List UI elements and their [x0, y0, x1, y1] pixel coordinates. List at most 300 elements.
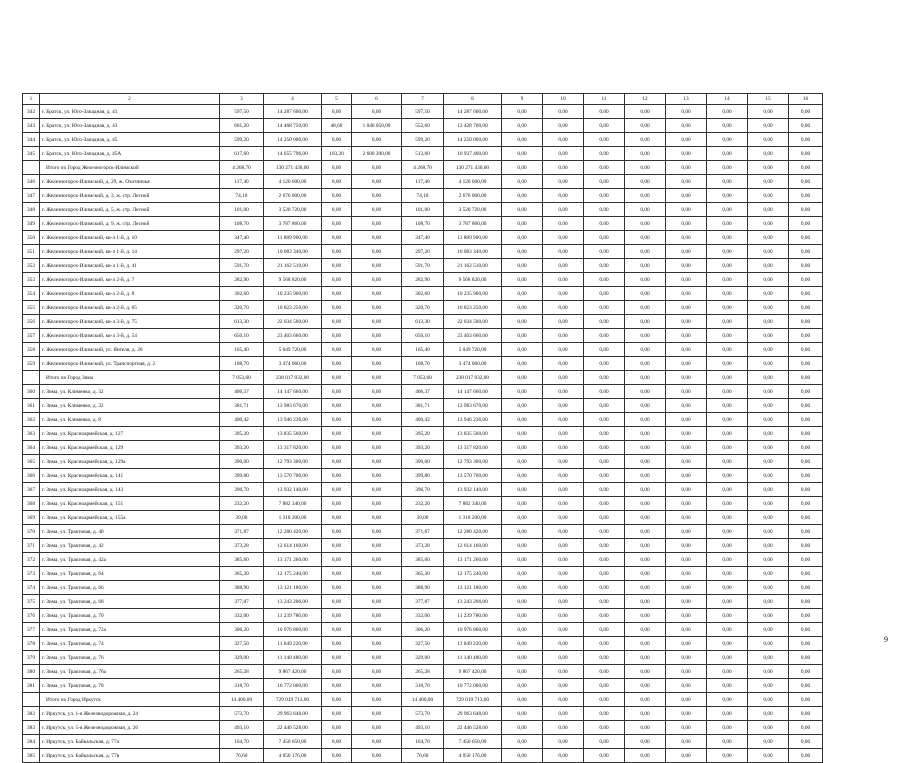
table-row [23, 231, 823, 245]
value-cell: 0,00 [707, 189, 748, 203]
value-cell: 0,00 [625, 231, 666, 245]
value-cell: 14 400,00 [402, 693, 444, 707]
value-cell: 7 882 340,00 [264, 497, 322, 511]
value-cell: 0,00 [543, 721, 584, 735]
value-cell: 5 049 720,00 [444, 343, 502, 357]
value-cell: 302,60 [220, 287, 264, 301]
value-cell: 0,00 [625, 413, 666, 427]
row-number: 358 [23, 343, 40, 357]
value-cell: 0,00 [322, 693, 352, 707]
value-cell: 232,20 [402, 497, 444, 511]
value-cell: 21 162 510,00 [444, 259, 502, 273]
value-cell: 0,00 [322, 665, 352, 679]
value-cell: 0,00 [352, 399, 402, 413]
value-cell: 13 171 260,00 [444, 553, 502, 567]
value-cell: 0,00 [707, 119, 748, 133]
value-cell: 0,00 [748, 119, 789, 133]
value-cell: 0,00 [789, 385, 823, 399]
value-cell: 0,00 [625, 651, 666, 665]
value-cell: 332,00 [220, 609, 264, 623]
value-cell: 0,00 [625, 511, 666, 525]
value-cell: 0,00 [502, 231, 543, 245]
value-cell: 0,00 [584, 189, 625, 203]
value-cell: 396,70 [402, 483, 444, 497]
value-cell: 0,00 [789, 511, 823, 525]
value-cell: 0,00 [625, 427, 666, 441]
value-cell: 0,00 [543, 539, 584, 553]
row-number: 361 [23, 399, 40, 413]
value-cell: 130 271 430,00 [444, 161, 502, 175]
value-cell: 12 280 420,00 [264, 525, 322, 539]
value-cell: 39,00 [402, 511, 444, 525]
value-cell: 0,00 [502, 301, 543, 315]
value-cell: 12 280 420,00 [444, 525, 502, 539]
value-cell: 0,00 [543, 147, 584, 161]
column-number: 4 [264, 94, 322, 105]
row-number: 348 [23, 203, 40, 217]
value-cell: 0,00 [322, 343, 352, 357]
value-cell: 0,00 [666, 595, 707, 609]
table-row [23, 175, 823, 189]
value-cell: 0,00 [352, 217, 402, 231]
value-cell: 2 676 000,00 [264, 189, 322, 203]
value-cell: 0,00 [543, 609, 584, 623]
value-cell: 0,00 [748, 693, 789, 707]
table-row [23, 329, 823, 343]
value-cell: 0,00 [707, 707, 748, 721]
value-cell: 0,00 [789, 147, 823, 161]
address-cell: г. Железногорск-Илимский, кв-л 2-й, д. 7 [40, 273, 220, 287]
value-cell: 0,00 [322, 539, 352, 553]
value-cell: 0,00 [789, 259, 823, 273]
value-cell: 0,00 [352, 259, 402, 273]
value-cell: 0,00 [625, 259, 666, 273]
value-cell: 0,00 [707, 567, 748, 581]
value-cell: 0,00 [543, 651, 584, 665]
value-cell: 12 614 160,00 [264, 539, 322, 553]
table-row [23, 301, 823, 315]
value-cell: 0,00 [322, 385, 352, 399]
value-cell: 0,00 [502, 735, 543, 749]
value-cell: 396,70 [220, 483, 264, 497]
value-cell: 13 946 236,00 [444, 413, 502, 427]
value-cell: 0,00 [322, 469, 352, 483]
value-cell: 0,00 [625, 749, 666, 763]
value-cell: 377,87 [402, 595, 444, 609]
value-cell: 0,00 [707, 287, 748, 301]
table-row [23, 511, 823, 525]
value-cell: 0,00 [666, 539, 707, 553]
value-cell: 0,00 [322, 287, 352, 301]
value-cell: 552,60 [402, 119, 444, 133]
value-cell: 395,20 [220, 427, 264, 441]
value-cell: 10 235 960,00 [444, 287, 502, 301]
value-cell: 0,00 [789, 623, 823, 637]
value-cell: 0,00 [543, 133, 584, 147]
row-number: 383 [23, 721, 40, 735]
value-cell: 0,00 [707, 595, 748, 609]
value-cell: 11 140 480,00 [444, 651, 502, 665]
value-cell: 11 140 480,00 [264, 651, 322, 665]
value-cell: 0,00 [789, 189, 823, 203]
value-cell: 0,00 [322, 497, 352, 511]
value-cell: 0,00 [748, 175, 789, 189]
value-cell: 0,00 [352, 637, 402, 651]
value-cell: 74,10 [220, 189, 264, 203]
value-cell: 0,00 [707, 399, 748, 413]
value-cell: 0,00 [322, 721, 352, 735]
value-cell: 0,00 [543, 217, 584, 231]
value-cell: 0,00 [707, 259, 748, 273]
value-cell: 0,00 [502, 651, 543, 665]
value-cell: 282,90 [220, 273, 264, 287]
value-cell: 13 983 670,00 [264, 399, 322, 413]
value-cell: 130 271 430,00 [264, 161, 322, 175]
value-cell: 0,00 [666, 301, 707, 315]
table-row [23, 315, 823, 329]
address-cell: г. Зима, ул. Трактовая, д. 76 [40, 651, 220, 665]
value-cell: 0,00 [748, 665, 789, 679]
table-row [23, 623, 823, 637]
value-cell: 23 403 660,00 [444, 329, 502, 343]
address-cell: г. Зима, ул. Красноармейская, д. 155а [40, 511, 220, 525]
address-cell: г. Железногорск-Илимский, д. 5, ж. стр. Лесной [40, 203, 220, 217]
column-number: 10 [543, 94, 584, 105]
value-cell: 0,00 [666, 287, 707, 301]
value-cell: 729 019 713,00 [444, 693, 502, 707]
table-row [23, 525, 823, 539]
value-cell: 0,00 [502, 245, 543, 259]
value-cell: 381,71 [220, 399, 264, 413]
value-cell: 0,00 [789, 735, 823, 749]
value-cell: 0,00 [666, 427, 707, 441]
value-cell: 0,00 [707, 315, 748, 329]
value-cell: 0,00 [748, 399, 789, 413]
value-cell: 48,60 [322, 119, 352, 133]
value-cell: 11 049 220,00 [264, 637, 322, 651]
value-cell: 0,00 [625, 161, 666, 175]
value-cell: 0,00 [584, 161, 625, 175]
value-cell: 0,00 [707, 721, 748, 735]
address-cell: г. Иркутск, ул. Байкальская, д. 77а [40, 735, 220, 749]
value-cell: 0,00 [543, 329, 584, 343]
value-cell: 0,00 [543, 301, 584, 315]
value-cell: 0,00 [789, 427, 823, 441]
value-cell: 306,20 [220, 623, 264, 637]
value-cell: 0,00 [789, 371, 823, 385]
column-number: 7 [402, 94, 444, 105]
value-cell: 0,00 [502, 581, 543, 595]
value-cell: 0,00 [502, 217, 543, 231]
value-cell: 599,20 [402, 133, 444, 147]
table-row [23, 721, 823, 735]
value-cell: 0,00 [707, 693, 748, 707]
address-cell: г. Братск, ул. Юго-Западная, д. 41 [40, 105, 220, 119]
table-row [23, 483, 823, 497]
value-cell: 0,00 [584, 105, 625, 119]
row-number: 374 [23, 581, 40, 595]
value-cell: 0,00 [352, 749, 402, 763]
value-cell: 0,00 [322, 553, 352, 567]
value-cell: 0,00 [625, 581, 666, 595]
value-cell: 0,00 [748, 343, 789, 357]
value-cell: 0,00 [748, 231, 789, 245]
value-cell: 0,00 [707, 539, 748, 553]
value-cell: 0,00 [502, 287, 543, 301]
row-number: 355 [23, 301, 40, 315]
value-cell: 10 976 860,00 [264, 623, 322, 637]
value-cell: 297,20 [220, 245, 264, 259]
value-cell: 165,40 [220, 343, 264, 357]
subtotal-row [23, 161, 823, 175]
value-cell: 0,00 [352, 203, 402, 217]
value-cell: 365,30 [402, 567, 444, 581]
value-cell: 0,00 [625, 385, 666, 399]
value-cell: 0,00 [748, 371, 789, 385]
table-row [23, 287, 823, 301]
value-cell: 0,00 [625, 567, 666, 581]
value-cell: 0,00 [748, 623, 789, 637]
address-cell: г. Железногорск-Илимский, кв-л 1-й, д. 10 [40, 231, 220, 245]
value-cell: 0,00 [748, 539, 789, 553]
value-cell: 0,00 [666, 707, 707, 721]
value-cell: 108,70 [402, 217, 444, 231]
value-cell: 22 446 528,00 [444, 721, 502, 735]
value-cell: 0,00 [584, 581, 625, 595]
address-cell: г. Зима, ул. Красноармейская, д. 141 [40, 469, 220, 483]
value-cell: 0,00 [502, 721, 543, 735]
row-number: 370 [23, 525, 40, 539]
row-number: 357 [23, 329, 40, 343]
value-cell: 0,00 [584, 721, 625, 735]
value-cell: 0,00 [322, 259, 352, 273]
value-cell: 2 676 000,00 [444, 189, 502, 203]
value-cell: 0,00 [352, 665, 402, 679]
value-cell: 0,00 [322, 637, 352, 651]
value-cell: 0,00 [322, 679, 352, 693]
value-cell: 0,00 [748, 525, 789, 539]
value-cell: 0,00 [666, 441, 707, 455]
value-cell: 0,00 [352, 301, 402, 315]
value-cell: 0,00 [502, 105, 543, 119]
value-cell: 0,00 [502, 441, 543, 455]
value-cell: 0,00 [707, 665, 748, 679]
value-cell: 0,00 [707, 441, 748, 455]
value-cell: 0,00 [543, 189, 584, 203]
value-cell: 332,00 [402, 609, 444, 623]
value-cell: 7 450 650,00 [264, 735, 322, 749]
address-cell: г. Иркутск, ул. 1-я Железнодорожная, д. 24 [40, 707, 220, 721]
value-cell: 14 147 660,00 [444, 385, 502, 399]
value-cell: 385,60 [220, 553, 264, 567]
value-cell: 0,00 [584, 553, 625, 567]
value-cell: 4 120 600,00 [264, 175, 322, 189]
value-cell: 0,00 [502, 707, 543, 721]
value-cell: 0,00 [502, 623, 543, 637]
value-cell: 0,00 [322, 623, 352, 637]
value-cell: 347,40 [402, 231, 444, 245]
value-cell: 0,00 [502, 329, 543, 343]
value-cell: 13 835 560,00 [444, 427, 502, 441]
value-cell: 101,00 [220, 203, 264, 217]
value-cell: 0,00 [789, 637, 823, 651]
value-cell: 2 600 200,00 [352, 147, 402, 161]
value-cell: 0,00 [789, 217, 823, 231]
value-cell: 0,00 [666, 231, 707, 245]
value-cell: 0,00 [543, 665, 584, 679]
address-cell: г. Железногорск-Илимский, д. 3, ж. стр. Лесной [40, 189, 220, 203]
value-cell: 0,00 [543, 427, 584, 441]
value-cell: 0,00 [625, 217, 666, 231]
row-number: 382 [23, 707, 40, 721]
value-cell: 0,00 [543, 525, 584, 539]
value-cell: 3 474 060,00 [264, 357, 322, 371]
table-row [23, 189, 823, 203]
value-cell: 0,00 [625, 371, 666, 385]
row-number [23, 693, 40, 707]
address-cell: г. Зима, ул. Клименко, д. 32 [40, 399, 220, 413]
value-cell: 0,00 [748, 441, 789, 455]
value-cell: 0,00 [707, 735, 748, 749]
value-cell: 0,00 [352, 189, 402, 203]
address-cell: г. Зима, ул. Красноармейская, д. 127 [40, 427, 220, 441]
value-cell: 0,00 [625, 301, 666, 315]
value-cell: 0,00 [707, 203, 748, 217]
row-number: 378 [23, 637, 40, 651]
value-cell: 11 889 900,00 [264, 231, 322, 245]
value-cell: 0,00 [543, 623, 584, 637]
value-cell: 0,00 [352, 357, 402, 371]
value-cell: 0,00 [666, 329, 707, 343]
column-number: 8 [444, 94, 502, 105]
value-cell: 0,00 [502, 539, 543, 553]
value-cell: 0,00 [584, 217, 625, 231]
value-cell: 0,00 [789, 693, 823, 707]
value-cell: 0,00 [748, 609, 789, 623]
value-cell: 650,10 [402, 329, 444, 343]
value-cell: 0,00 [584, 231, 625, 245]
value-cell: 10 772 060,00 [444, 679, 502, 693]
value-cell: 0,00 [322, 161, 352, 175]
value-cell: 0,00 [584, 147, 625, 161]
value-cell: 0,00 [584, 469, 625, 483]
address-cell: г. Зима, ул. Красноармейская, д. 129 [40, 441, 220, 455]
value-cell: 0,00 [666, 511, 707, 525]
value-cell: 7 450 650,00 [444, 735, 502, 749]
value-cell: 0,00 [748, 721, 789, 735]
value-cell: 0,00 [502, 525, 543, 539]
value-cell: 0,00 [584, 203, 625, 217]
value-cell: 0,00 [322, 217, 352, 231]
value-cell: 0,00 [584, 441, 625, 455]
address-cell: г. Иркутск, ул. 5-я Железнодорожная, д. 26 [40, 721, 220, 735]
value-cell: 108,70 [220, 217, 264, 231]
value-cell: 0,00 [352, 679, 402, 693]
value-cell: 0,00 [666, 245, 707, 259]
value-cell: 76,60 [402, 749, 444, 763]
value-cell: 0,00 [584, 693, 625, 707]
value-cell: 329,00 [220, 651, 264, 665]
value-cell: 493,10 [220, 721, 264, 735]
value-cell: 0,00 [707, 455, 748, 469]
table-row [23, 469, 823, 483]
value-cell: 381,71 [402, 399, 444, 413]
value-cell: 406,37 [402, 385, 444, 399]
value-cell: 0,00 [584, 273, 625, 287]
value-cell: 0,00 [352, 371, 402, 385]
value-cell: 0,00 [502, 161, 543, 175]
value-cell: 0,00 [625, 399, 666, 413]
value-cell: 0,00 [584, 343, 625, 357]
value-cell: 0,00 [352, 707, 402, 721]
value-cell: 14 400,00 [220, 693, 264, 707]
value-cell: 3 787 860,00 [444, 217, 502, 231]
value-cell: 0,00 [502, 203, 543, 217]
row-number: 352 [23, 259, 40, 273]
value-cell: 0,00 [322, 273, 352, 287]
value-cell: 0,00 [748, 203, 789, 217]
value-cell: 108,70 [220, 357, 264, 371]
value-cell: 0,00 [748, 217, 789, 231]
value-cell: 3 787 860,00 [264, 217, 322, 231]
table-row [23, 133, 823, 147]
value-cell: 0,00 [748, 287, 789, 301]
value-cell: 0,00 [584, 399, 625, 413]
value-cell: 0,00 [352, 483, 402, 497]
value-cell: 0,00 [543, 287, 584, 301]
value-cell: 0,00 [789, 651, 823, 665]
value-cell: 13 317 820,00 [444, 441, 502, 455]
value-cell: 320,70 [402, 301, 444, 315]
value-cell: 0,00 [666, 693, 707, 707]
value-cell: 0,00 [748, 385, 789, 399]
value-cell: 0,00 [748, 427, 789, 441]
value-cell: 0,00 [502, 567, 543, 581]
value-cell: 9 867 420,00 [264, 665, 322, 679]
value-cell: 1 318 200,00 [264, 511, 322, 525]
value-cell: 0,00 [543, 203, 584, 217]
value-cell: 1 318 200,00 [444, 511, 502, 525]
value-cell: 12 793 300,00 [264, 455, 322, 469]
value-cell: 0,00 [502, 371, 543, 385]
value-cell: 0,00 [543, 455, 584, 469]
value-cell: 13 171 260,00 [264, 553, 322, 567]
value-cell: 0,00 [666, 385, 707, 399]
value-cell: 4 120 600,00 [444, 175, 502, 189]
value-cell: 13 428 700,00 [444, 119, 502, 133]
value-cell: 0,00 [748, 749, 789, 763]
value-cell: 0,00 [666, 623, 707, 637]
table-row [23, 497, 823, 511]
value-cell: 0,00 [789, 175, 823, 189]
value-cell: 395,20 [402, 427, 444, 441]
value-cell: 13 317 820,00 [264, 441, 322, 455]
value-cell: 9 867 420,00 [444, 665, 502, 679]
value-cell: 14 250 000,00 [264, 133, 322, 147]
value-cell: 0,00 [352, 595, 402, 609]
value-cell: 0,00 [707, 147, 748, 161]
row-number: 366 [23, 469, 40, 483]
value-cell: 0,00 [748, 707, 789, 721]
column-number: 1 [23, 94, 40, 105]
value-cell: 0,00 [666, 399, 707, 413]
value-cell: 613,30 [220, 315, 264, 329]
value-cell: 0,00 [789, 231, 823, 245]
value-cell: 0,00 [543, 343, 584, 357]
value-cell: 0,00 [502, 497, 543, 511]
value-cell: 4 050 176,00 [264, 749, 322, 763]
value-cell: 0,00 [707, 637, 748, 651]
